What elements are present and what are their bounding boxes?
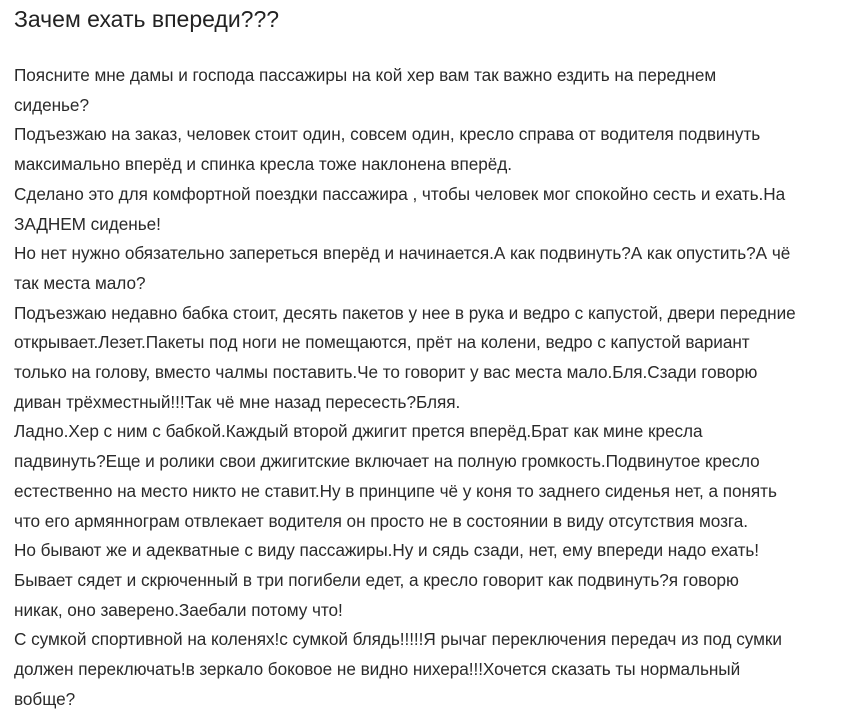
paragraph-line: Поясните мне дамы и господа пассажиры на кой хер вам так важно ездить на переднем [14, 65, 717, 85]
paragraph-line: С сумкой спортивной на коленях!с сумкой блядь!!!!!Я рычаг переключения передач из под сумки [14, 629, 782, 650]
paragraph-line: естественно на место никто не ставит.Ну в принципе чё у коня то заднего сиденья нет, а понять [14, 480, 777, 501]
post-paragraph [14, 299, 839, 418]
paragraph-line: Но бывают же и адекватные с виду пассажиры.Ну и сядь сзади, нет, ему впереди надо ехать! [14, 540, 760, 561]
post-paragraph [14, 239, 839, 298]
paragraph-line: должен переключать!в зеркало боковое не видно нихера!!!Хочется сказать ты нормальный [14, 659, 741, 680]
post-paragraph [14, 417, 839, 536]
post-paragraph [14, 120, 839, 179]
paragraph-line: Бывает сядет и скрюченный в три погибели едет, а кресло говорит как подвинуть?я говорю [14, 569, 739, 590]
paragraph-line: так места мало? [14, 272, 146, 293]
post-paragraph [14, 61, 839, 120]
paragraph-line: сиденье? [14, 94, 89, 115]
paragraph-line: диван трёхместный!!!Так чё мне назад пересесть?Бляя. [14, 391, 461, 412]
post-paragraph [14, 625, 839, 714]
paragraph-line: максимально вперёд и спинка кресла тоже наклонена вперёд. [14, 154, 512, 175]
post-paragraph [14, 180, 839, 239]
paragraph-line: падвинуть?Еще и ролики свои джигитские включает на полную громкость.Подвинутое кресло [14, 451, 760, 472]
paragraph-line: Подъезжаю на заказ, человек стоит один, совсем один, кресло справа от водителя подвинуть [14, 124, 761, 145]
paragraph-line: открывает.Лезет.Пакеты под ноги не помещаются, прёт на колени, ведро с капустой вариант [14, 332, 750, 353]
paragraph-line: ЗАДНЕМ сиденье! [14, 213, 161, 234]
post-title: Зачем ехать впереди??? [14, 6, 280, 32]
post-paragraph [14, 536, 839, 566]
paragraph-line: Ладно.Хер с ним с бабкой.Каждый второй джигит прется вперёд.Брат как мине кресла [14, 421, 703, 442]
paragraph-line: только на голову, вместо чалмы поставить.Че то говорит у вас места мало.Бля.Сзади говорю [14, 362, 758, 383]
post-body [14, 61, 839, 714]
paragraph-line: вобще? [14, 688, 76, 709]
paragraph-line: что его армяннограм отвлекает водителя он просто не в состоянии в виду отсутствия мозга. [14, 510, 748, 531]
paragraph-line: Сделано это для комфортной поездки пассажира , чтобы человек мог спокойно сесть и ехать.На [14, 183, 786, 204]
paragraph-line: никак, оно заверено.Заебали потому что! [14, 599, 343, 620]
paragraph-line: Подъезжаю недавно бабка стоит, десять пакетов у нее в рука и ведро с капустой, двери передние [14, 302, 796, 323]
paragraph-line: Но нет нужно обязательно запереться вперёд и начинается.А как подвинуть?А как опустить?А чё [14, 243, 791, 264]
post-paragraph [14, 566, 839, 625]
post [14, 0, 839, 714]
